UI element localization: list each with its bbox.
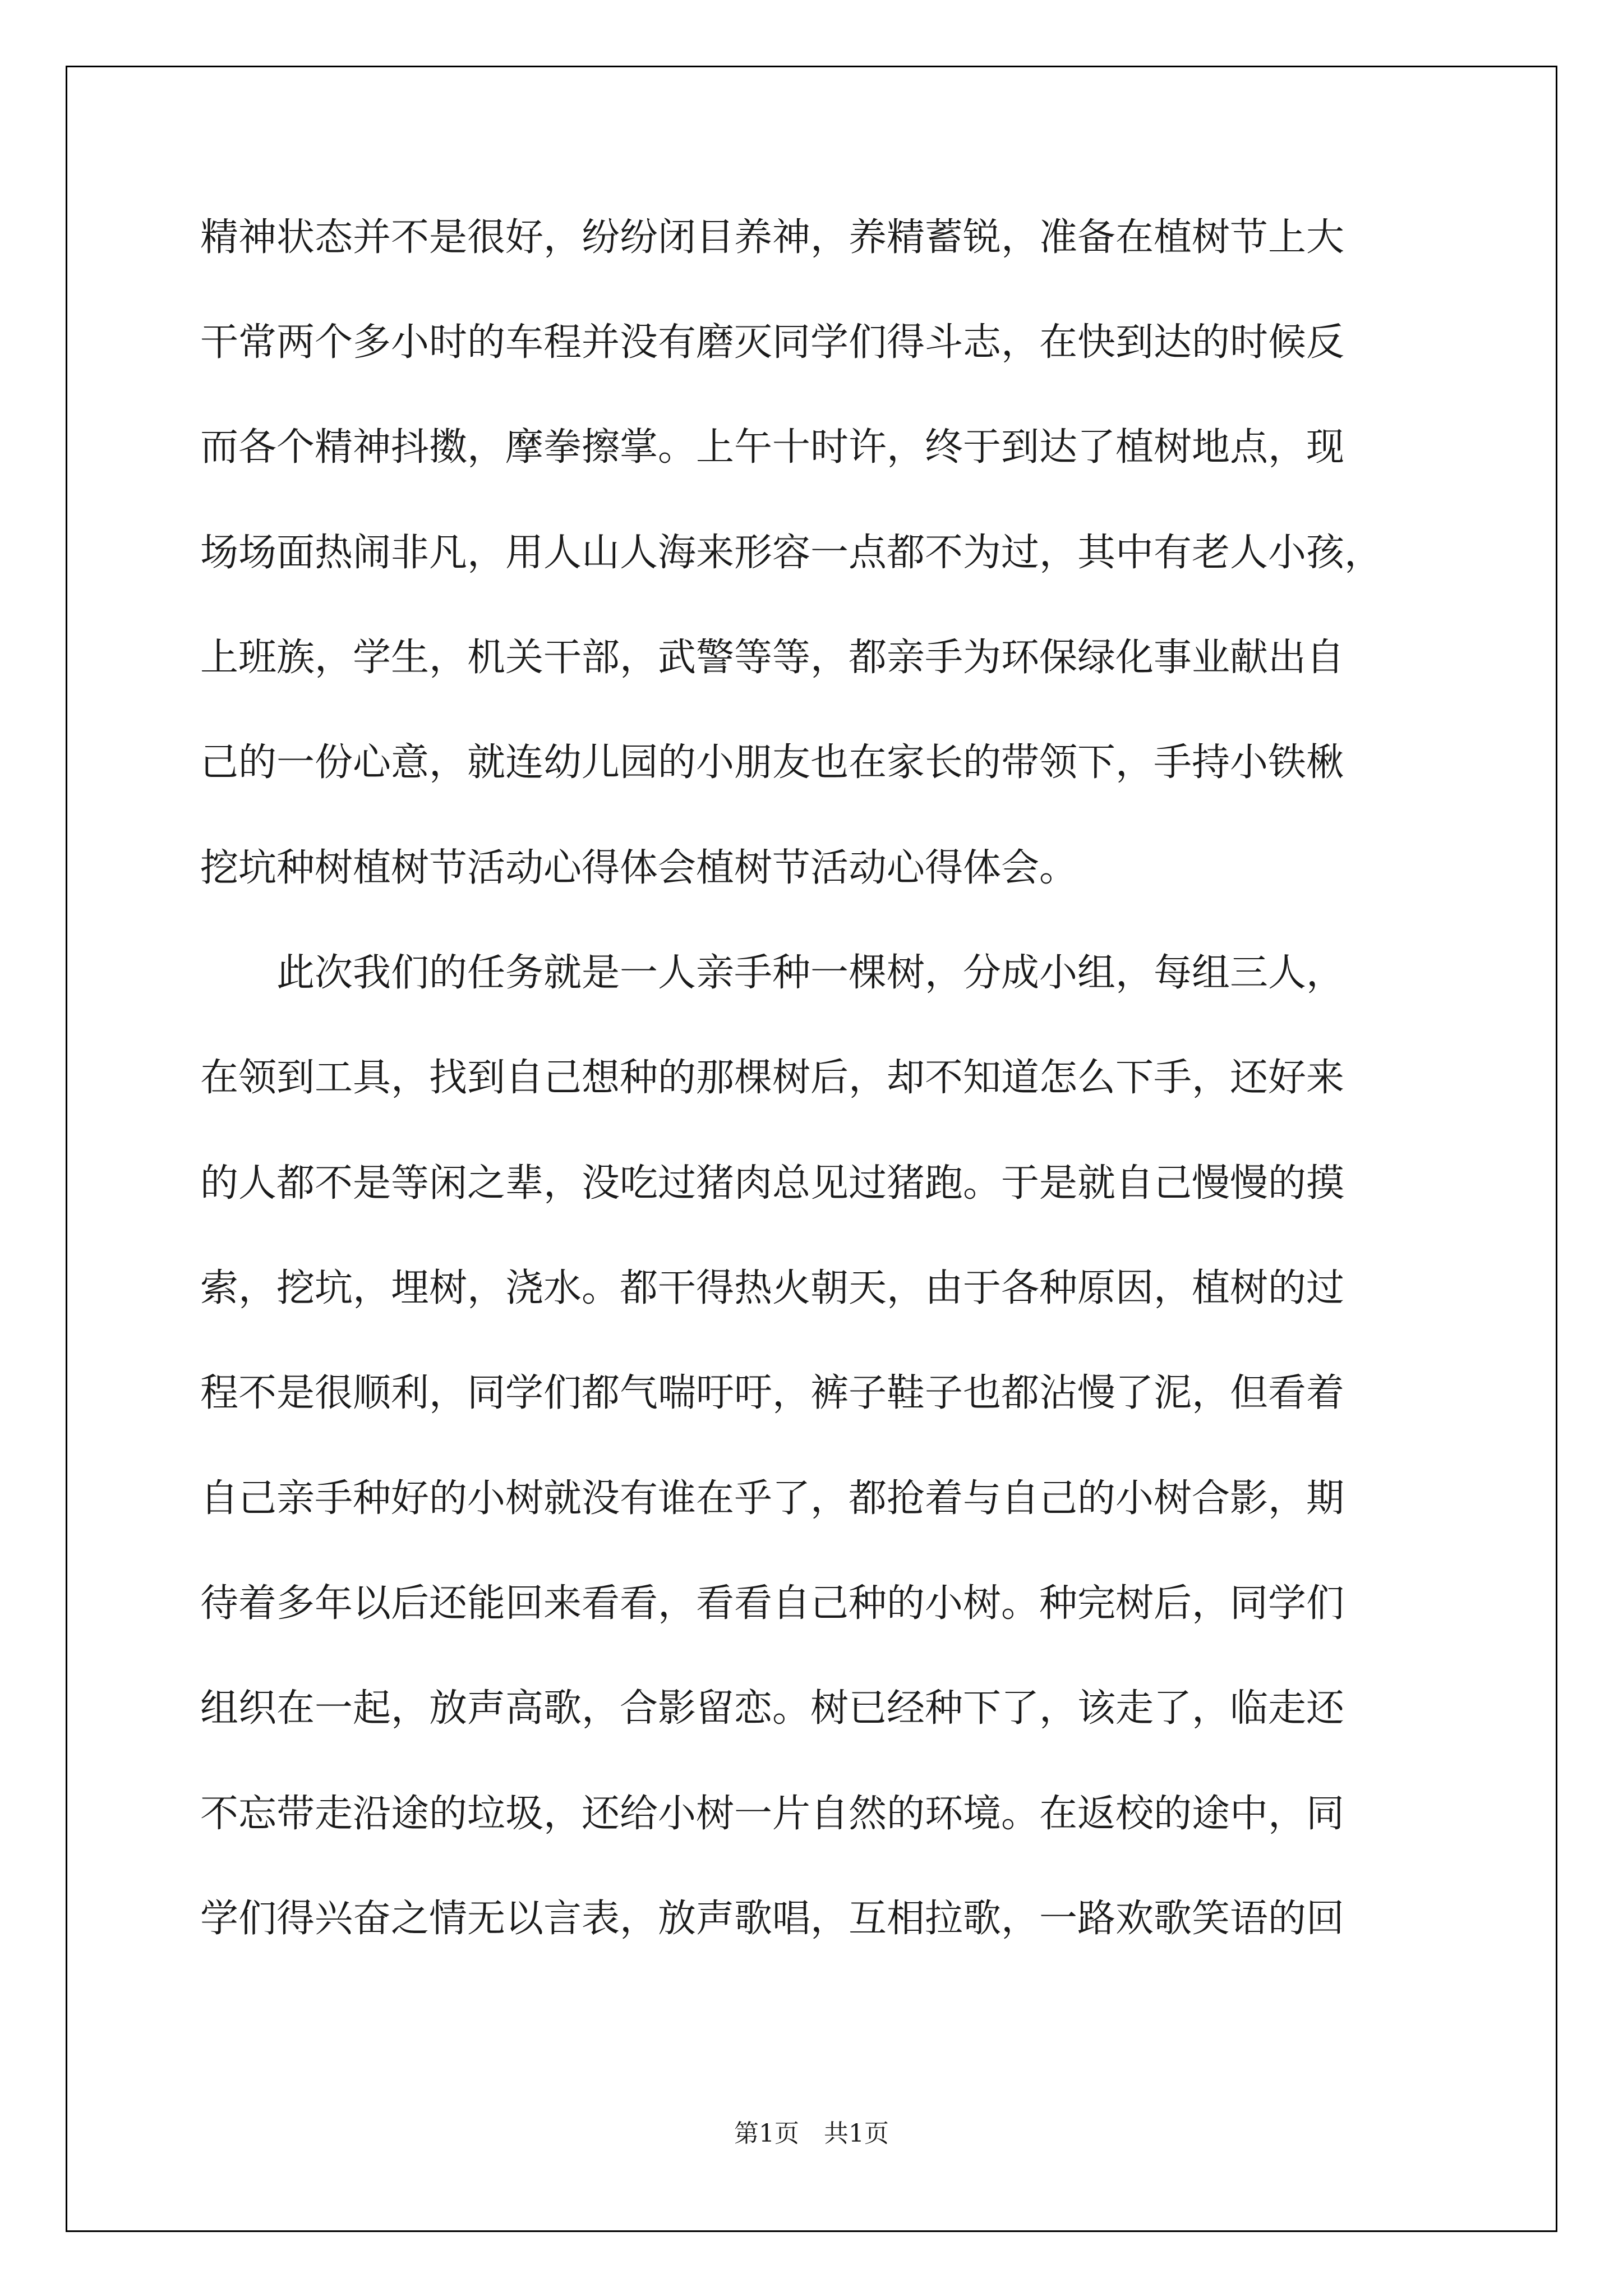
text-line: 干常两个多小时的车程并没有磨灭同学们得斗志，在快到达的时候反 xyxy=(200,320,1345,365)
text-line: 精神状态并不是很好，纷纷闭目养神，养精蓄锐，准备在植树节上大 xyxy=(200,215,1345,260)
text-line: 场场面热闹非凡，用人山人海来形容一点都不为过，其中有老人小孩， xyxy=(200,531,1383,575)
text-line: 程不是很顺利，同学们都气喘吁吁，裤子鞋子也都沾慢了泥，但看着 xyxy=(200,1371,1345,1415)
text-line: 的人都不是等闲之辈，没吃过猪肉总见过猪跑。于是就自己慢慢的摸 xyxy=(200,1161,1345,1205)
text-line: 自己亲手种好的小树就没有谁在乎了，都抢着与自己的小树合影，期 xyxy=(200,1476,1345,1521)
text-line: 在领到工具，找到自己想种的那棵树后，却不知道怎么下手，还好来 xyxy=(200,1056,1345,1100)
text-line: 己的一份心意，就连幼儿园的小朋友也在家长的带领下，手持小铁楸 xyxy=(200,740,1345,785)
text-line: 挖坑种树植树节活动心得体会植树节活动心得体会。 xyxy=(200,846,1078,890)
text-line: 上班族，学生，机关干部，武警等等，都亲手为环保绿化事业献出自 xyxy=(200,636,1345,680)
text-line: 学们得兴奋之情无以言表，放声歌唱，互相拉歌，一路欢歌笑语的回 xyxy=(200,1897,1345,1941)
page-number-footer: 第1页 共1页 xyxy=(734,2119,889,2148)
text-line: 而各个精神抖擞，摩拳擦掌。上午十时许，终于到达了植树地点，现 xyxy=(200,425,1345,470)
text-line: 索，挖坑，埋树，浇水。都干得热火朝天，由于各种原因，植树的过 xyxy=(200,1266,1345,1310)
text-line: 不忘带走沿途的垃圾，还给小树一片自然的环境。在返校的途中，同 xyxy=(200,1792,1345,1836)
text-line: 组织在一起，放声高歌，合影留恋。树已经种下了，该走了，临走还 xyxy=(200,1686,1345,1731)
paragraph-start-line: 此次我们的任务就是一人亲手种一棵树，分成小组，每组三人， xyxy=(276,951,1345,995)
text-line: 待着多年以后还能回来看看，看看自己种的小树。种完树后，同学们 xyxy=(200,1581,1345,1626)
